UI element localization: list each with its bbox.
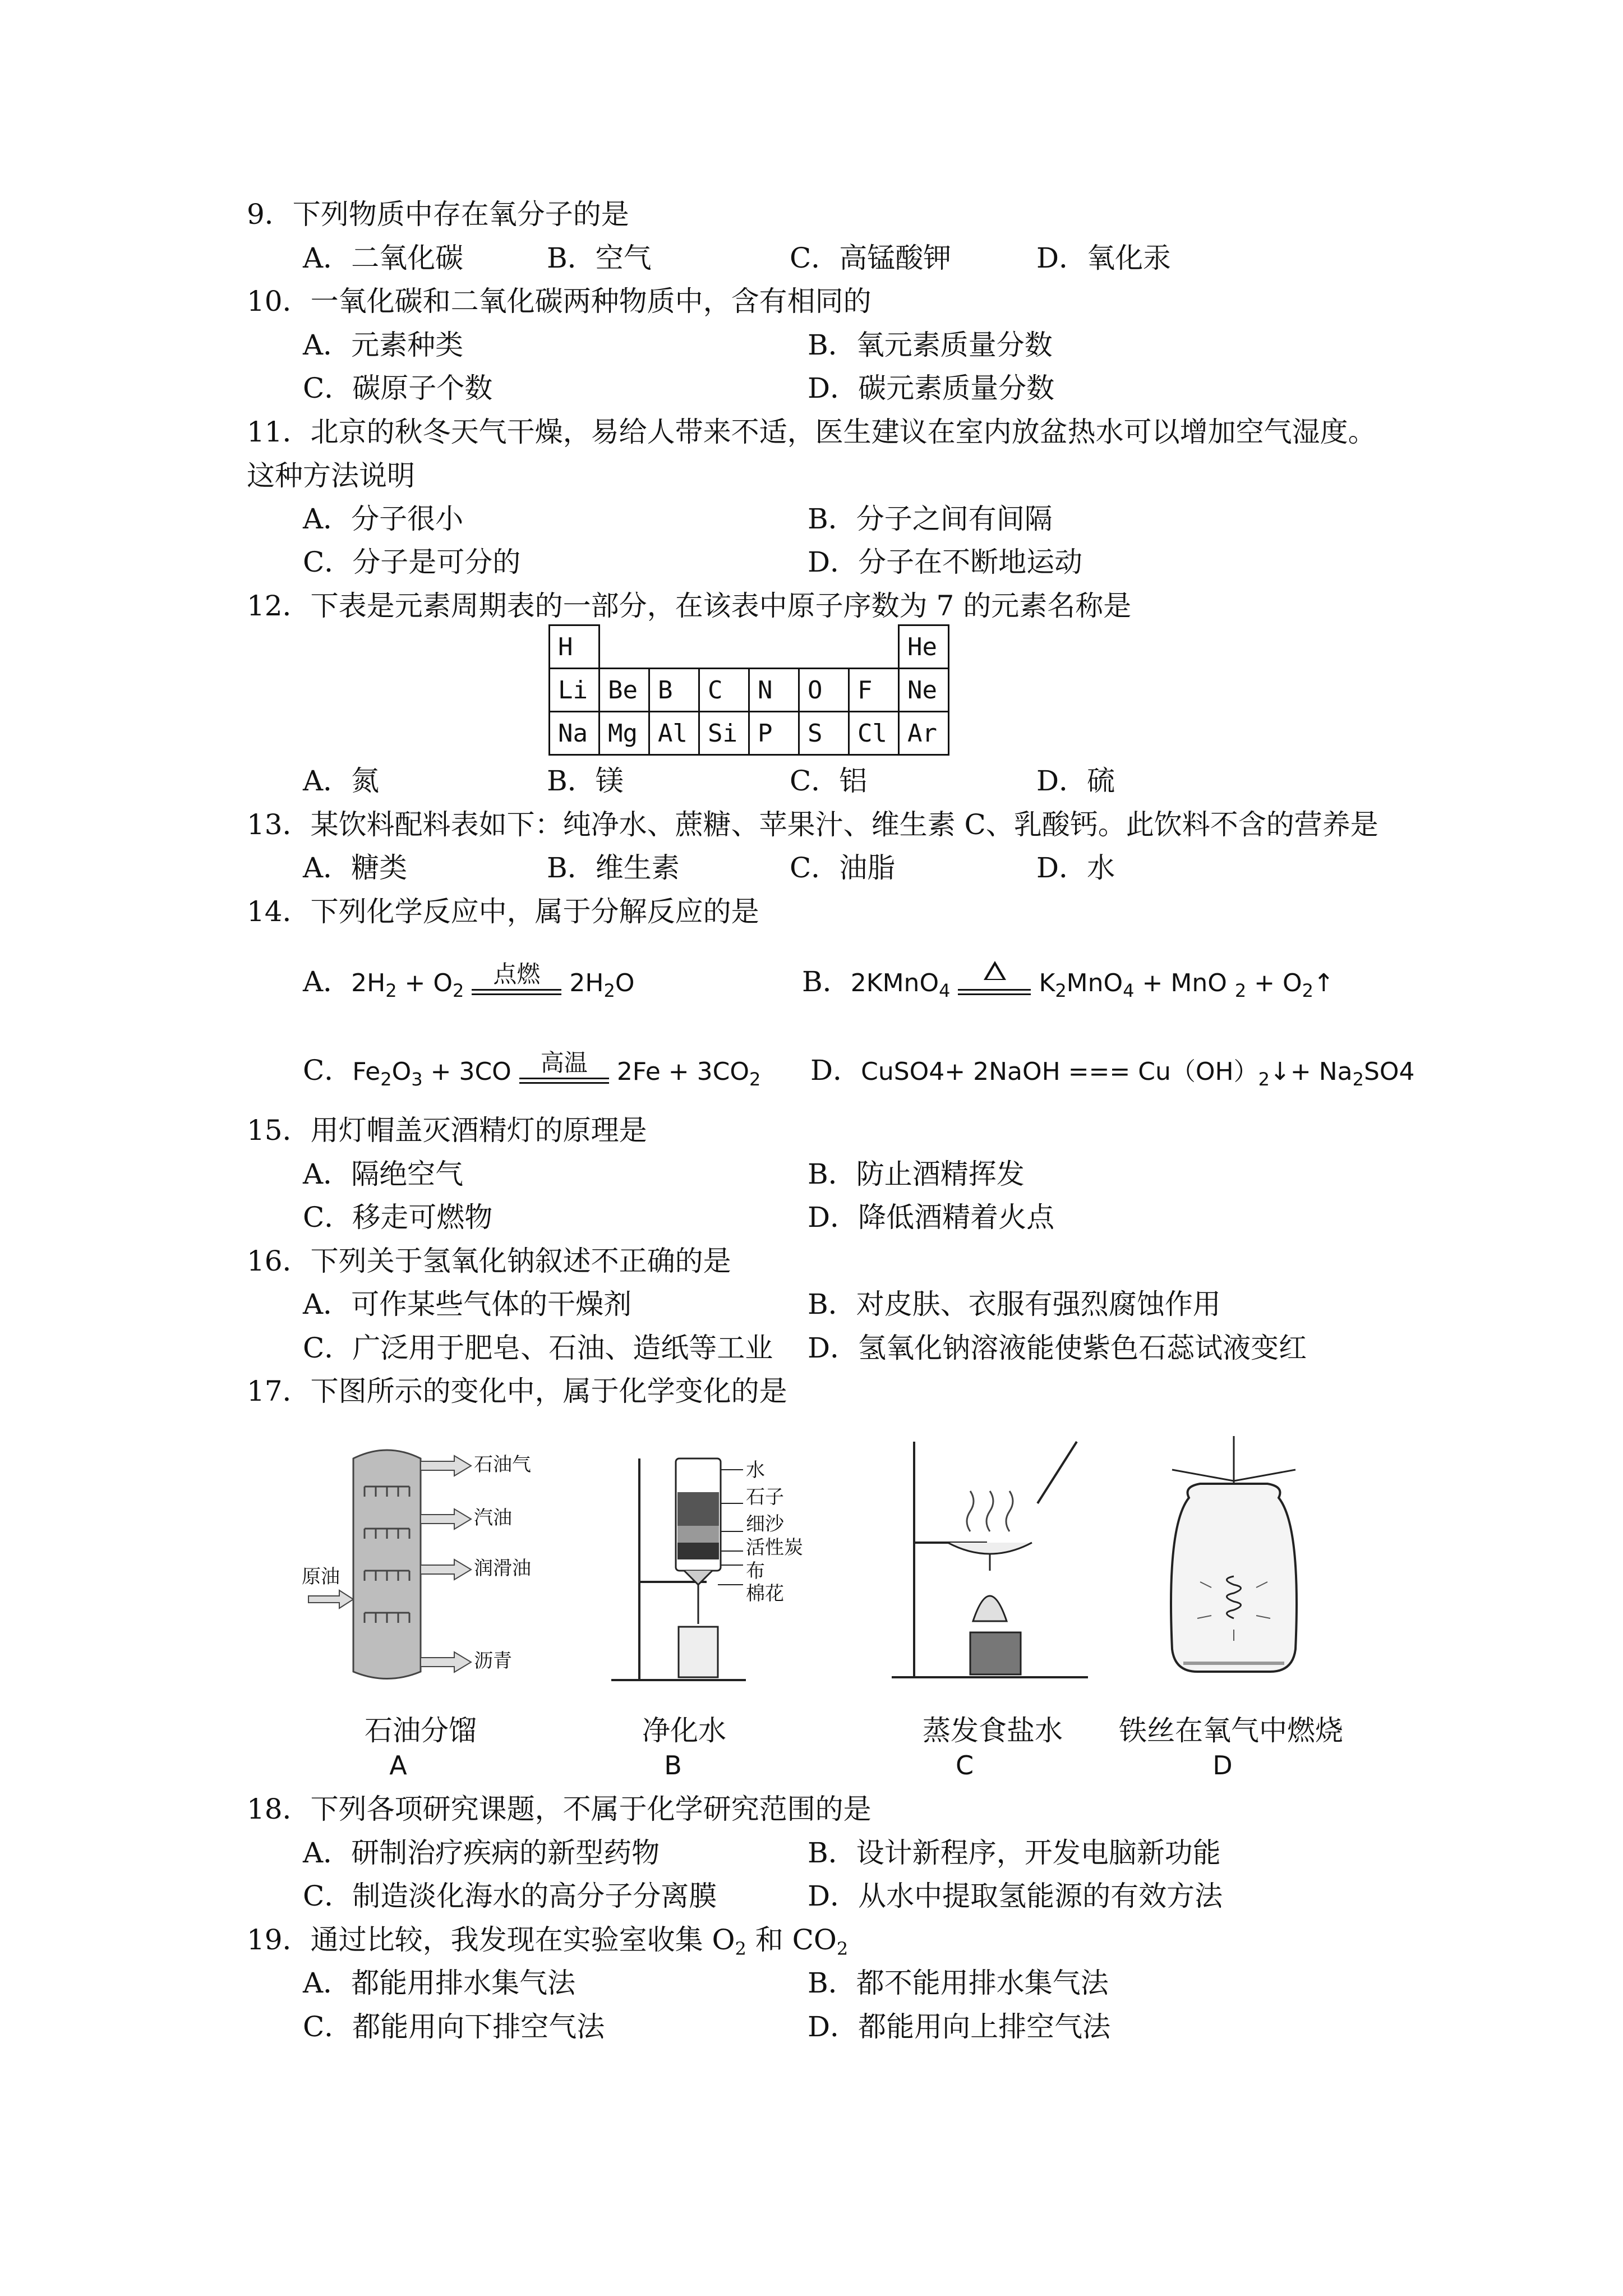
figure-c-letter: C <box>955 1750 974 1780</box>
q14-d-text: CuSO4+ 2NaOH === Cu（OH） <box>861 1057 1258 1086</box>
periodic-table-row <box>550 625 949 669</box>
q14-d-equation: CuSO4+ 2NaOH === $Cu(OH)_2↓+ Na_2SO4$ <box>861 1057 1415 1090</box>
q18-option-a: A．研制治疗疾病的新型药物 <box>303 1837 660 1869</box>
q10-option-a: A．元素种类 <box>303 329 464 361</box>
q13-option-b: B．维生素 <box>547 852 680 884</box>
q12-option-a: A．氮 <box>303 765 380 797</box>
figure-label: 细沙 <box>746 1513 784 1535</box>
q10-stem: 10．一氧化碳和二氧化碳两种物质中，含有相同的 <box>247 285 872 318</box>
figure-evaporation <box>886 1436 1099 1690</box>
figure-label: 水 <box>746 1459 765 1481</box>
q14-stem: 14．下列化学反应中，属于分解反应的是 <box>247 895 759 928</box>
element-cell: Al <box>649 712 699 755</box>
q18-option-c: C．制造淡化海水的高分子分离膜 <box>303 1880 717 1912</box>
q9-option-a: A．二氧化碳 <box>303 242 464 274</box>
q14-b-label: B． <box>802 965 851 998</box>
q14-option-b <box>802 965 1334 1001</box>
q12-option-b: B．镁 <box>547 765 624 797</box>
periodic-table-row <box>550 712 949 755</box>
q12-option-c: C．铝 <box>790 765 868 797</box>
q18-stem: 18．下列各项研究课题，不属于化学研究范围的是 <box>247 1793 872 1825</box>
element-cell: Be <box>600 669 649 712</box>
element-cell: P <box>749 712 799 755</box>
q19-option-a: A．都能用排水集气法 <box>303 1967 576 1999</box>
q16-option-b: B．对皮肤、衣服有强烈腐蚀作用 <box>808 1288 1221 1320</box>
q15-option-c: C．移走可燃物 <box>303 1201 493 1234</box>
q13-option-d: D．水 <box>1036 852 1115 884</box>
q14-a-label: A． <box>303 965 352 998</box>
q11-option-b: B．分子之间有间隔 <box>808 503 1053 535</box>
q11-option-d: D．分子在不断地运动 <box>808 546 1083 578</box>
figure-a-caption: 石油分馏 <box>365 1714 477 1747</box>
element-cell: S <box>799 712 849 755</box>
element-cell: Si <box>699 712 749 755</box>
q14-c-equation: $Fe_2O_3 + 3CO$ 高温 $2Fe + 3CO_2$ <box>352 1057 760 1086</box>
q14-b-equation: 2KMnO$_4$ $K_2MnO_4$ + MnO $_2 + O_2↑$ <box>851 969 1334 997</box>
q11-option-c: C．分子是可分的 <box>303 546 521 578</box>
figure-label: 石子 <box>746 1486 784 1508</box>
q13-option-c: C．油脂 <box>790 852 896 884</box>
element-cell: Ne <box>899 669 949 712</box>
q14-c-label: C． <box>303 1054 353 1087</box>
element-cell: Ar <box>899 712 949 755</box>
element-cell: F <box>849 669 899 712</box>
q14-d-label: D． <box>810 1054 861 1087</box>
reaction-condition <box>519 1049 609 1090</box>
periodic-table-row <box>550 669 949 712</box>
condition-text: 点燃 <box>493 960 541 988</box>
q14-a-equation: $2H_2 + O_2$ 点燃 $2H_2O$ <box>351 969 634 997</box>
figure-a-letter: A <box>389 1750 407 1780</box>
q16-option-d: D．氢氧化钠溶液能使紫色石蕊试液变红 <box>808 1332 1307 1364</box>
periodic-table <box>548 624 949 756</box>
element-cell: B <box>649 669 699 712</box>
element-cell: Cl <box>849 712 899 755</box>
figure-b-caption: 净化水 <box>642 1714 726 1747</box>
figure-label: 原油 <box>302 1566 340 1588</box>
q18-option-b: B．设计新程序，开发电脑新功能 <box>808 1837 1221 1869</box>
element-cell: He <box>899 625 949 669</box>
q13-stem: 13．某饮料配料表如下：纯净水、蔗糖、苹果汁、维生素 C、乳酸钙。此饮料不含的营养是 <box>247 808 1378 841</box>
reaction-condition <box>472 960 561 1001</box>
q10-option-c: C．碳原子个数 <box>303 372 493 404</box>
q10-option-b: B．氧元素质量分数 <box>808 329 1053 361</box>
figure-label: 活性炭 <box>746 1536 803 1559</box>
q9-stem: 9．下列物质中存在氧分子的是 <box>247 198 629 231</box>
q17-stem: 17．下图所示的变化中，属于化学变化的是 <box>247 1375 787 1407</box>
figure-b-letter: B <box>664 1750 682 1780</box>
q12-stem: 12．下表是元素周期表的一部分，在该表中原子序数为 7 的元素名称是 <box>247 590 1132 622</box>
q18-option-d: D．从水中提取氢能源的有效方法 <box>808 1880 1223 1912</box>
empty-cell <box>600 625 899 669</box>
figure-label: 布 <box>746 1560 765 1582</box>
q16-option-c: C．广泛用于肥皂、石油、造纸等工业 <box>303 1332 773 1364</box>
figure-label: 汽油 <box>474 1507 512 1529</box>
q19-stem: 19．通过比较，我发现在实验室收集 $O_2$ 和 $CO_2$ <box>247 1924 849 1959</box>
element-cell: Mg <box>600 712 649 755</box>
figure-d-caption: 铁丝在氧气中燃烧 <box>1119 1714 1343 1747</box>
figure-label: 润滑油 <box>474 1557 531 1580</box>
figure-label: 沥青 <box>474 1650 512 1672</box>
condition-text: 高温 <box>540 1049 588 1076</box>
element-cell: C <box>699 669 749 712</box>
q11-option-a: A．分子很小 <box>303 503 464 535</box>
figure-petroleum-distillation <box>292 1436 583 1701</box>
q9-option-b: B．空气 <box>547 242 652 274</box>
q15-option-a: A．隔绝空气 <box>303 1158 464 1190</box>
q14-option-d <box>810 1053 1415 1089</box>
figure-label: 棉花 <box>746 1582 784 1605</box>
element-cell: N <box>749 669 799 712</box>
q19-stem-mid: 和 CO <box>746 1924 837 1956</box>
q14-option-a <box>303 960 635 1001</box>
q10-option-d: D．碳元素质量分数 <box>808 372 1055 404</box>
q9-option-d: D．氧化汞 <box>1036 242 1172 274</box>
q15-option-b: B．防止酒精挥发 <box>808 1158 1025 1190</box>
q12-option-d: D．硫 <box>1036 765 1115 797</box>
element-cell: H <box>550 625 600 669</box>
figure-d-letter: D <box>1212 1750 1233 1780</box>
q19-option-b: B．都不能用排水集气法 <box>808 1967 1109 1999</box>
q14-option-c <box>303 1049 761 1090</box>
q15-stem: 15．用灯帽盖灭酒精灯的原理是 <box>247 1114 647 1147</box>
figure-iron-burning <box>1150 1436 1318 1690</box>
q15-option-d: D．降低酒精着火点 <box>808 1201 1055 1234</box>
figure-label: 石油气 <box>474 1453 531 1476</box>
figure-c-caption: 蒸发食盐水 <box>923 1714 1063 1747</box>
q13-option-a: A．糖类 <box>303 852 408 884</box>
reaction-condition <box>958 968 1031 1001</box>
q11-stem-continued: 这种方法说明 <box>247 459 415 492</box>
q19-option-d: D．都能用向上排空气法 <box>808 2010 1111 2043</box>
q19-stem-pre: 19．通过比较，我发现在实验室收集 O <box>247 1924 735 1956</box>
element-cell: Li <box>550 669 600 712</box>
q16-stem: 16．下列关于氢氧化钠叙述不正确的是 <box>247 1245 731 1277</box>
element-cell: O <box>799 669 849 712</box>
element-cell: Na <box>550 712 600 755</box>
q16-option-a: A．可作某些气体的干燥剂 <box>303 1288 632 1320</box>
figure-water-purification <box>606 1447 875 1701</box>
heat-triangle-icon <box>984 961 1006 980</box>
q11-stem: 11．北京的秋冬天气干燥，易给人带来不适，医生建议在室内放盆热水可以增加空气湿度。 <box>247 416 1376 448</box>
q9-option-c: C．高锰酸钾 <box>790 242 952 274</box>
q19-option-c: C．都能用向下排空气法 <box>303 2010 605 2043</box>
